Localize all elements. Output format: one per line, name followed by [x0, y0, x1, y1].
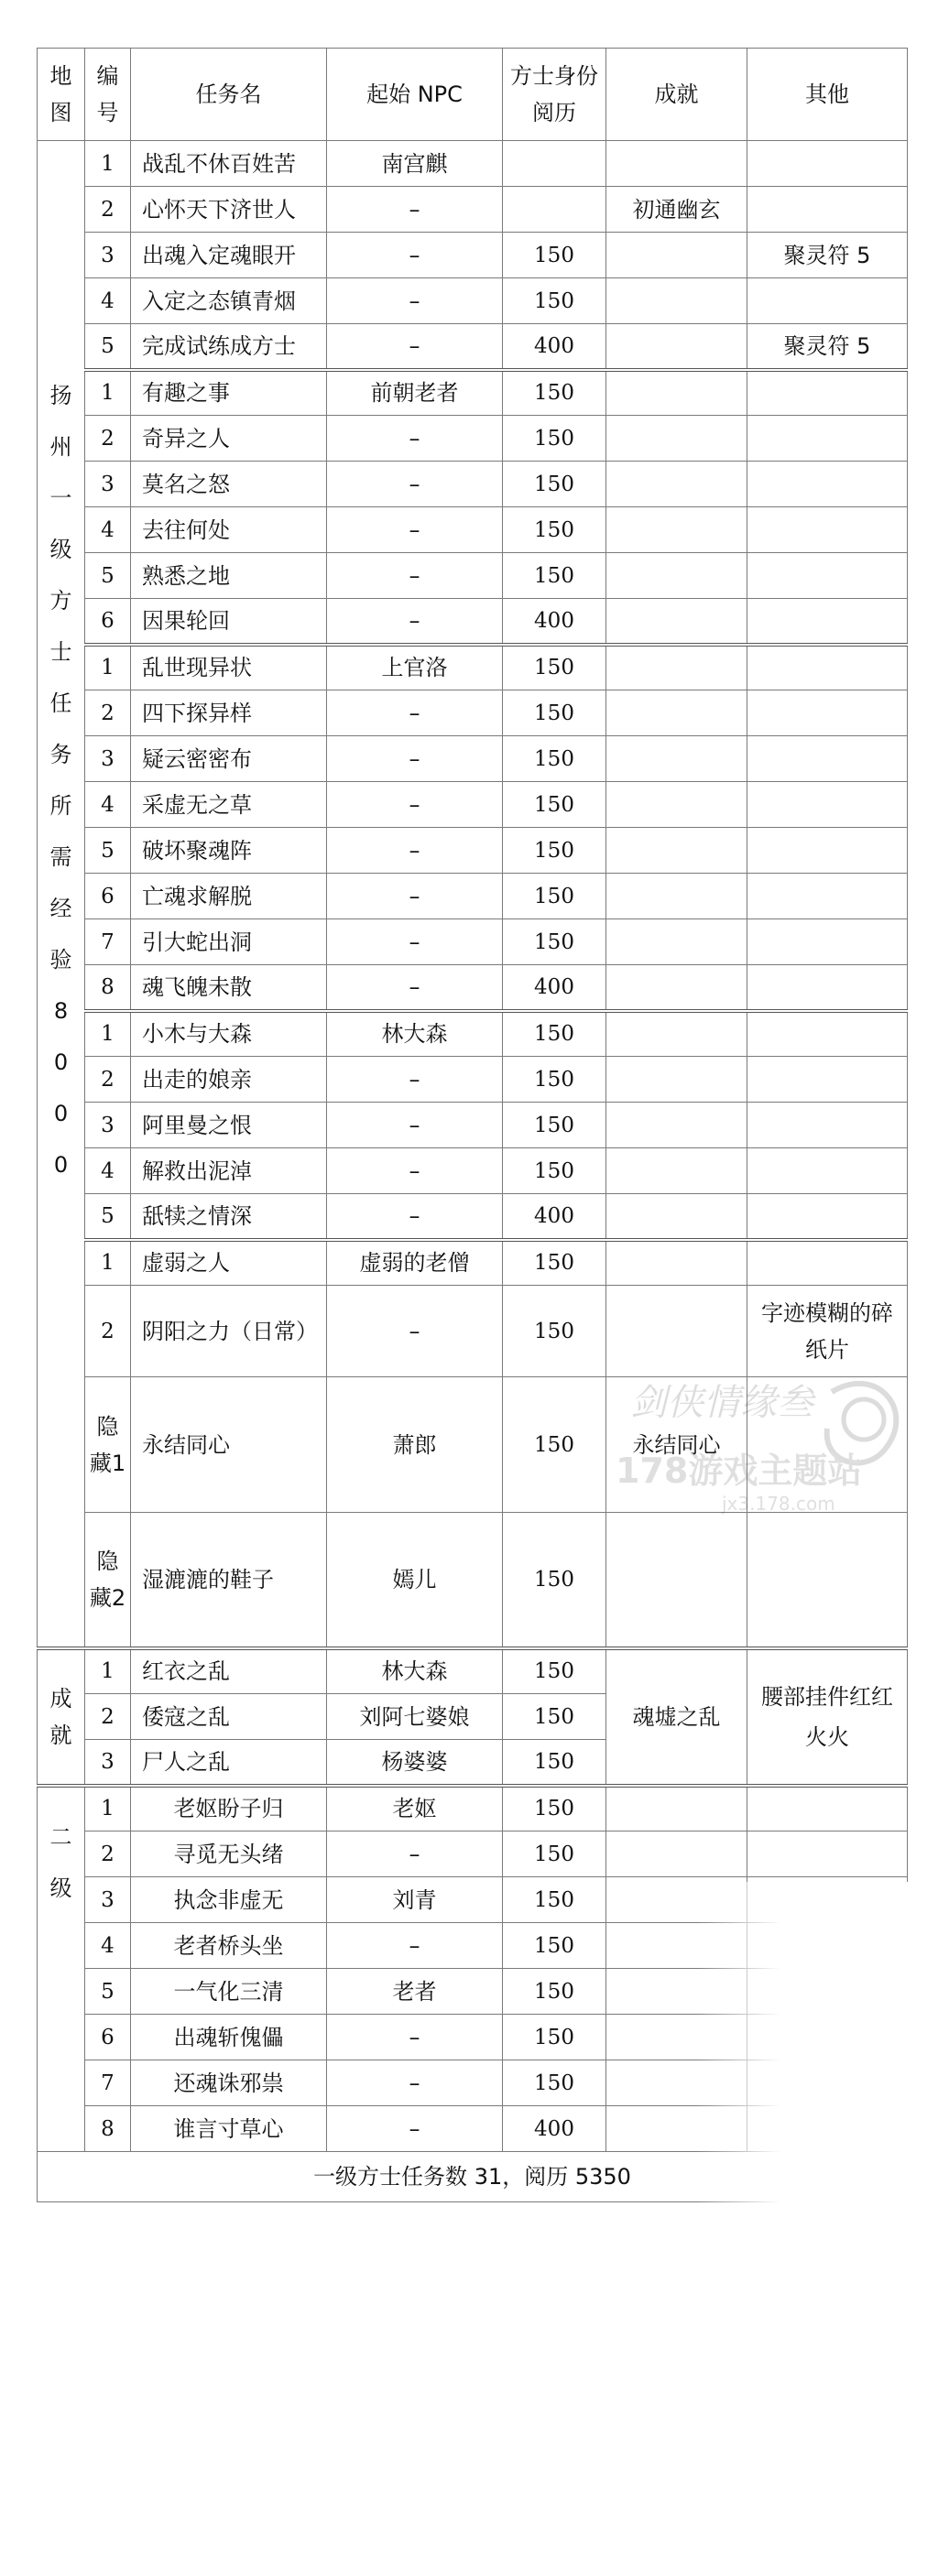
- other: [747, 2060, 908, 2106]
- table-row: [38, 1057, 908, 1103]
- task-name: 执念非虚无: [131, 1877, 327, 1923]
- other: [747, 599, 908, 645]
- start-npc: –: [327, 828, 503, 874]
- table-row: [38, 324, 908, 370]
- row-number: 1: [85, 1011, 131, 1057]
- start-npc: –: [327, 2060, 503, 2106]
- table-row: [38, 736, 908, 782]
- header-row: [38, 49, 908, 141]
- task-name: 因果轮回: [131, 599, 327, 645]
- row-number: 1: [85, 1648, 131, 1694]
- watermark-url: jx3.178.com: [722, 1493, 835, 1515]
- table-row: [38, 919, 908, 965]
- other: [747, 2106, 908, 2152]
- header-npc: 起始 NPC: [327, 49, 503, 141]
- achievement: [606, 1877, 747, 1923]
- start-npc: 杨婆婆: [327, 1740, 503, 1786]
- task-name: 魂飞魄未散: [131, 965, 327, 1011]
- start-npc: –: [327, 324, 503, 370]
- task-name: 完成试练成方士: [131, 324, 327, 370]
- start-npc: 老妪: [327, 1786, 503, 1831]
- footer-summary: 一级方士任务数 31，阅历 5350: [38, 2152, 908, 2202]
- task-name: 倭寇之乱: [131, 1694, 327, 1740]
- start-npc: 上官洛: [327, 645, 503, 690]
- table-row: [38, 645, 908, 690]
- table-row: [38, 1877, 908, 1923]
- row-number: 2: [85, 1694, 131, 1740]
- achievement: [606, 1286, 747, 1377]
- other: [747, 1057, 908, 1103]
- other: [747, 828, 908, 874]
- achievement: [606, 1969, 747, 2015]
- exp-value: 150: [503, 828, 606, 874]
- other: [747, 1513, 908, 1648]
- start-npc: –: [327, 1831, 503, 1877]
- table-row: [38, 1103, 908, 1148]
- start-npc: –: [327, 462, 503, 507]
- achievement: [606, 1831, 747, 1877]
- task-name: 舐犊之情深: [131, 1194, 327, 1240]
- achievement: [606, 690, 747, 736]
- table-row: [38, 1513, 908, 1648]
- exp-value: 150: [503, 690, 606, 736]
- table-row: [38, 1148, 908, 1194]
- table-row: [38, 370, 908, 416]
- achievement: 永结同心: [606, 1377, 747, 1513]
- other: [747, 919, 908, 965]
- start-npc: –: [327, 965, 503, 1011]
- table-row: [38, 1786, 908, 1831]
- start-npc: 刘青: [327, 1877, 503, 1923]
- row-number: 4: [85, 782, 131, 828]
- other: [747, 370, 908, 416]
- table-body: [38, 141, 908, 2152]
- achievement: [606, 1194, 747, 1240]
- row-number: 7: [85, 2060, 131, 2106]
- row-number: 5: [85, 828, 131, 874]
- start-npc: 虚弱的老僧: [327, 1240, 503, 1286]
- table-row: [38, 1377, 908, 1513]
- start-npc: –: [327, 782, 503, 828]
- row-number: 6: [85, 874, 131, 919]
- exp-value: 150: [503, 2060, 606, 2106]
- other: [747, 1377, 908, 1513]
- table-row: [38, 187, 908, 233]
- task-name: 谁言寸草心: [131, 2106, 327, 2152]
- exp-value: 400: [503, 2106, 606, 2152]
- row-number: 2: [85, 1057, 131, 1103]
- start-npc: –: [327, 2106, 503, 2152]
- task-name: 老者桥头坐: [131, 1923, 327, 1969]
- other: [747, 1148, 908, 1194]
- achievement: [606, 919, 747, 965]
- header-task: 任务名: [131, 49, 327, 141]
- row-number: 2: [85, 1831, 131, 1877]
- other: [747, 462, 908, 507]
- header-achievement: 成就: [606, 49, 747, 141]
- achievement: [606, 416, 747, 462]
- row-number: 2: [85, 416, 131, 462]
- achievement: [606, 2060, 747, 2106]
- start-npc: –: [327, 1923, 503, 1969]
- header-other: 其他: [747, 49, 908, 141]
- map-cell-level2: [38, 1786, 85, 2152]
- exp-value: 150: [503, 1877, 606, 1923]
- other: 聚灵符 5: [747, 324, 908, 370]
- task-name: 出魂入定魂眼开: [131, 233, 327, 278]
- start-npc: –: [327, 507, 503, 553]
- task-name: 小木与大森: [131, 1011, 327, 1057]
- map-cell-achievement: [38, 1648, 85, 1786]
- achievement: [606, 782, 747, 828]
- exp-value: 150: [503, 278, 606, 324]
- other: [747, 416, 908, 462]
- other: [747, 690, 908, 736]
- other: [747, 1194, 908, 1240]
- task-name: 阿里曼之恨: [131, 1103, 327, 1148]
- exp-value: 150: [503, 507, 606, 553]
- footer-row: [38, 2152, 908, 2202]
- achievement: [606, 1103, 747, 1148]
- exp-value: 150: [503, 233, 606, 278]
- achievement: [606, 1148, 747, 1194]
- achievement: [606, 599, 747, 645]
- exp-value: 400: [503, 324, 606, 370]
- start-npc: 嫣儿: [327, 1513, 503, 1648]
- other: 字迹模糊的碎纸片: [747, 1286, 908, 1377]
- map-label-achievement: 成就: [49, 1685, 72, 1748]
- task-name: 还魂诛邪祟: [131, 2060, 327, 2106]
- start-npc: –: [327, 736, 503, 782]
- row-number: 3: [85, 1877, 131, 1923]
- achievement: [606, 1513, 747, 1648]
- row-number: 2: [85, 690, 131, 736]
- start-npc: 南宫麒: [327, 141, 503, 187]
- row-number: 2: [85, 1286, 131, 1377]
- start-npc: –: [327, 233, 503, 278]
- achievement: [606, 233, 747, 278]
- row-number: 6: [85, 599, 131, 645]
- task-table-document: [37, 48, 907, 2202]
- row-number: 1: [85, 1786, 131, 1831]
- other: [747, 507, 908, 553]
- table-row: [38, 462, 908, 507]
- other: [747, 736, 908, 782]
- table-row: [38, 874, 908, 919]
- exp-value: 150: [503, 1286, 606, 1377]
- other: 聚灵符 5: [747, 233, 908, 278]
- task-table: [37, 48, 908, 2202]
- table-row: [38, 782, 908, 828]
- row-number: 3: [85, 233, 131, 278]
- row-number: 5: [85, 1194, 131, 1240]
- exp-value: 150: [503, 874, 606, 919]
- task-name: 奇异之人: [131, 416, 327, 462]
- row-number: 1: [85, 141, 131, 187]
- task-name: 采虚无之草: [131, 782, 327, 828]
- other: [747, 278, 908, 324]
- exp-value: [503, 187, 606, 233]
- achievement: [606, 645, 747, 690]
- table-row: [38, 1011, 908, 1057]
- table-row: [38, 828, 908, 874]
- other: [747, 1103, 908, 1148]
- exp-value: 150: [503, 782, 606, 828]
- row-number: 3: [85, 1103, 131, 1148]
- row-number: 4: [85, 278, 131, 324]
- table-row: [38, 416, 908, 462]
- row-number: 3: [85, 462, 131, 507]
- task-name: 寻觅无头绪: [131, 1831, 327, 1877]
- start-npc: –: [327, 1103, 503, 1148]
- other: [747, 2015, 908, 2060]
- table-row: [38, 1286, 908, 1377]
- other: [747, 645, 908, 690]
- start-npc: –: [327, 599, 503, 645]
- other: [747, 1240, 908, 1286]
- exp-value: 150: [503, 1923, 606, 1969]
- achievement: [606, 1240, 747, 1286]
- map-label-main: 扬州一级方士任务所需经验8000: [49, 383, 72, 1178]
- task-name: 心怀天下济世人: [131, 187, 327, 233]
- achievement: [606, 874, 747, 919]
- task-name: 解救出泥淖: [131, 1148, 327, 1194]
- task-name: 引大蛇出洞: [131, 919, 327, 965]
- row-number: 4: [85, 1148, 131, 1194]
- exp-value: 150: [503, 1240, 606, 1286]
- watermark-logo-text: 剑侠情缘叁: [630, 1382, 813, 1424]
- exp-value: 150: [503, 462, 606, 507]
- exp-value: 150: [503, 736, 606, 782]
- achievement: [606, 553, 747, 599]
- start-npc: –: [327, 2015, 503, 2060]
- exp-value: 150: [503, 2015, 606, 2060]
- achievement: 初通幽玄: [606, 187, 747, 233]
- exp-value: 150: [503, 645, 606, 690]
- other: [747, 1969, 908, 2015]
- row-number: 8: [85, 2106, 131, 2152]
- task-name: 红衣之乱: [131, 1648, 327, 1694]
- table-row: [38, 1194, 908, 1240]
- table-row: [38, 599, 908, 645]
- table-row: [38, 2060, 908, 2106]
- exp-value: 150: [503, 1377, 606, 1513]
- row-number: 6: [85, 2015, 131, 2060]
- task-name: 一气化三清: [131, 1969, 327, 2015]
- task-name: 战乱不休百姓苦: [131, 141, 327, 187]
- task-name: 破坏聚魂阵: [131, 828, 327, 874]
- table-row: [38, 233, 908, 278]
- achievement: [606, 324, 747, 370]
- table-row: [38, 1831, 908, 1877]
- task-name: 老妪盼子归: [131, 1786, 327, 1831]
- start-npc: 前朝老者: [327, 370, 503, 416]
- table-row: [38, 2106, 908, 2152]
- start-npc: –: [327, 919, 503, 965]
- exp-value: 400: [503, 1194, 606, 1240]
- header-exp: 方士身份阅历: [503, 49, 606, 141]
- achievement: [606, 462, 747, 507]
- table-row: [38, 1923, 908, 1969]
- achievement: [606, 1786, 747, 1831]
- row-number: 1: [85, 1240, 131, 1286]
- task-name: 湿漉漉的鞋子: [131, 1513, 327, 1648]
- other: [747, 1923, 908, 1969]
- row-number: 5: [85, 553, 131, 599]
- row-number: 8: [85, 965, 131, 1011]
- start-npc: –: [327, 690, 503, 736]
- exp-value: 150: [503, 1057, 606, 1103]
- table-row: [38, 2015, 908, 2060]
- table-row: [38, 141, 908, 187]
- table-row: [38, 965, 908, 1011]
- achievement: [606, 1057, 747, 1103]
- task-name: 莫名之怒: [131, 462, 327, 507]
- task-name: 尸人之乱: [131, 1740, 327, 1786]
- exp-value: 150: [503, 1694, 606, 1740]
- row-number: 1: [85, 645, 131, 690]
- map-label-level2: 二级: [49, 1823, 72, 1901]
- task-name: 阴阳之力（日常）: [131, 1286, 327, 1377]
- achievement: [606, 1011, 747, 1057]
- achievement: [606, 736, 747, 782]
- exp-value: 150: [503, 1831, 606, 1877]
- row-number: 5: [85, 1969, 131, 2015]
- other: [747, 553, 908, 599]
- achievement: [606, 828, 747, 874]
- other: [747, 782, 908, 828]
- start-npc: –: [327, 1194, 503, 1240]
- start-npc: –: [327, 1148, 503, 1194]
- other: [747, 874, 908, 919]
- exp-value: 150: [503, 416, 606, 462]
- task-name: 永结同心: [131, 1377, 327, 1513]
- table-row: [38, 1969, 908, 2015]
- exp-value: 150: [503, 1513, 606, 1648]
- other: [747, 1011, 908, 1057]
- exp-value: 400: [503, 599, 606, 645]
- table-row: [38, 553, 908, 599]
- start-npc: 林大森: [327, 1648, 503, 1694]
- other: [747, 187, 908, 233]
- start-npc: 萧郎: [327, 1377, 503, 1513]
- achievement: [606, 2106, 747, 2152]
- other: [747, 141, 908, 187]
- task-name: 四下探异样: [131, 690, 327, 736]
- exp-value: 150: [503, 1648, 606, 1694]
- exp-value: 150: [503, 1786, 606, 1831]
- task-name: 去往何处: [131, 507, 327, 553]
- table-row: [38, 507, 908, 553]
- row-number: 7: [85, 919, 131, 965]
- achievement: [606, 1923, 747, 1969]
- exp-value: 150: [503, 553, 606, 599]
- start-npc: 林大森: [327, 1011, 503, 1057]
- exp-value: 150: [503, 370, 606, 416]
- task-name: 熟悉之地: [131, 553, 327, 599]
- row-number: 4: [85, 507, 131, 553]
- other: [747, 1831, 908, 1877]
- start-npc: –: [327, 874, 503, 919]
- exp-value: 400: [503, 965, 606, 1011]
- map-cell-main: [38, 141, 85, 1648]
- task-name: 出走的娘亲: [131, 1057, 327, 1103]
- row-number: 3: [85, 736, 131, 782]
- other: [747, 965, 908, 1011]
- exp-value: 150: [503, 1103, 606, 1148]
- achievement: [606, 370, 747, 416]
- exp-value: 150: [503, 1969, 606, 2015]
- row-number: 隐藏2: [85, 1513, 131, 1648]
- exp-value: 150: [503, 1148, 606, 1194]
- exp-value: 150: [503, 1011, 606, 1057]
- task-name: 虚弱之人: [131, 1240, 327, 1286]
- task-name: 有趣之事: [131, 370, 327, 416]
- start-npc: –: [327, 1057, 503, 1103]
- other: [747, 1877, 908, 1923]
- achievement: [606, 507, 747, 553]
- table-row: [38, 1648, 908, 1694]
- row-number: 1: [85, 370, 131, 416]
- header-num: 编号: [85, 49, 131, 141]
- start-npc: –: [327, 416, 503, 462]
- start-npc: –: [327, 278, 503, 324]
- row-number: 4: [85, 1923, 131, 1969]
- start-npc: –: [327, 1286, 503, 1377]
- achievement: [606, 2015, 747, 2060]
- exp-value: 150: [503, 919, 606, 965]
- row-number: 5: [85, 324, 131, 370]
- table-row: [38, 690, 908, 736]
- achievement: [606, 278, 747, 324]
- other: 腰部挂件红红火火: [747, 1648, 908, 1786]
- row-number: 隐藏1: [85, 1377, 131, 1513]
- start-npc: 老者: [327, 1969, 503, 2015]
- row-number: 2: [85, 187, 131, 233]
- achievement: [606, 965, 747, 1011]
- exp-value: [503, 141, 606, 187]
- other: [747, 1786, 908, 1831]
- exp-value: 150: [503, 1740, 606, 1786]
- watermark-site: 178游戏主题站: [616, 1451, 863, 1491]
- table-row: [38, 1240, 908, 1286]
- row-number: 3: [85, 1740, 131, 1786]
- task-name: 入定之态镇青烟: [131, 278, 327, 324]
- table-row: [38, 278, 908, 324]
- task-name: 疑云密密布: [131, 736, 327, 782]
- start-npc: 刘阿七婆娘: [327, 1694, 503, 1740]
- header-map: 地图: [38, 49, 85, 141]
- start-npc: –: [327, 553, 503, 599]
- achievement: 魂墟之乱: [606, 1648, 747, 1786]
- task-name: 亡魂求解脱: [131, 874, 327, 919]
- achievement: [606, 141, 747, 187]
- start-npc: –: [327, 187, 503, 233]
- task-name: 出魂斩傀儡: [131, 2015, 327, 2060]
- task-name: 乱世现异状: [131, 645, 327, 690]
